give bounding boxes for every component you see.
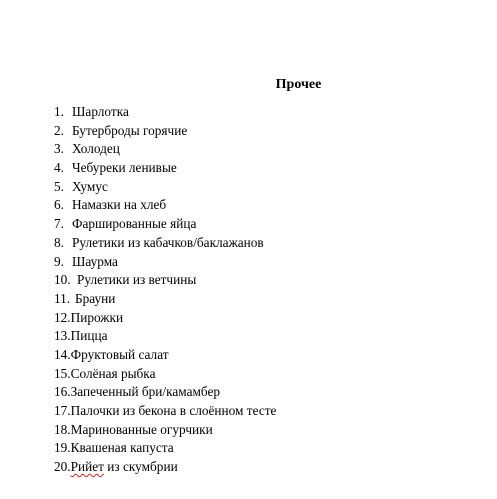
numbered-list (54, 103, 276, 477)
list-item (54, 327, 276, 346)
list-item (54, 458, 276, 477)
list-item (54, 178, 276, 197)
list-item (54, 122, 276, 141)
list-item-number: 5. (54, 178, 64, 194)
list-item-text: Чебуреки ленивые (72, 160, 177, 176)
list-item (54, 234, 276, 253)
list-item-number: 11. (54, 290, 71, 306)
list-item-number: 20. (54, 459, 71, 475)
list-item (54, 253, 276, 272)
list-item-number: 9. (54, 253, 64, 269)
list-item (54, 103, 276, 122)
list-item-text: Пирожки (70, 309, 124, 325)
list-item (54, 421, 276, 440)
list-item-text: Шарлотка (72, 104, 129, 119)
list-item-number: 16. (54, 384, 71, 400)
list-item-number: 15. (54, 365, 71, 381)
list-item-number: 7. (54, 216, 64, 232)
list-item (54, 271, 276, 290)
list-item-text: Намазки на хлеб (72, 197, 167, 213)
list-item (54, 383, 276, 402)
list-item (54, 140, 276, 159)
list-item-text: Хумус (72, 178, 108, 194)
list-item (54, 290, 276, 309)
list-item-text: Брауни (75, 290, 116, 306)
list-item-text: Солёная рыбка (70, 365, 156, 381)
list-item (54, 439, 276, 458)
list-item-number: 3. (54, 141, 64, 157)
list-item-number: 1. (54, 104, 64, 119)
list-item-text: Пицца (70, 328, 108, 344)
list-item (54, 402, 276, 421)
list-item (54, 346, 276, 365)
list-item-text: Фруктовый салат (70, 346, 169, 362)
list-item-number: 18. (54, 421, 71, 437)
list-item (54, 196, 276, 215)
list-item-text: Фаршированные яйца (72, 216, 197, 232)
list-item-number: 14. (54, 346, 71, 362)
list-item-text: Рулетики из ветчины (77, 272, 197, 288)
list-item (54, 365, 276, 384)
list-item-text: Палочки из бекона в слоённом тесте (70, 403, 277, 418)
list-item-text: Запеченный бри/камамбер (70, 384, 221, 400)
list-item-text: из скумбрии (103, 459, 178, 475)
list-item-text: Шаурма (72, 253, 118, 269)
list-item-number: 4. (54, 160, 64, 176)
list-item (54, 309, 276, 328)
list-item (54, 159, 276, 178)
list-item-number: 8. (54, 234, 64, 250)
list-item-number: 6. (54, 197, 64, 213)
list-item-number: 2. (54, 122, 64, 138)
list-item-number: 12. (54, 309, 71, 325)
misspelled-word[interactable]: Рийет (70, 459, 104, 475)
list-item (54, 215, 276, 234)
document-title: Прочее (275, 77, 322, 92)
list-item-text: Квашеная капуста (70, 440, 174, 456)
list-item-number: 19. (54, 440, 71, 456)
list-item-number: 17. (54, 403, 71, 418)
list-item-number: 13. (54, 328, 71, 344)
list-item-number: 10. (54, 272, 71, 288)
list-item-text: Маринованные огурчики (70, 421, 213, 437)
list-item-text: Рулетики из кабачков/баклажанов (72, 234, 264, 250)
list-item-text: Бутерброды горячие (72, 122, 188, 138)
list-item-text: Холодец (72, 141, 120, 157)
